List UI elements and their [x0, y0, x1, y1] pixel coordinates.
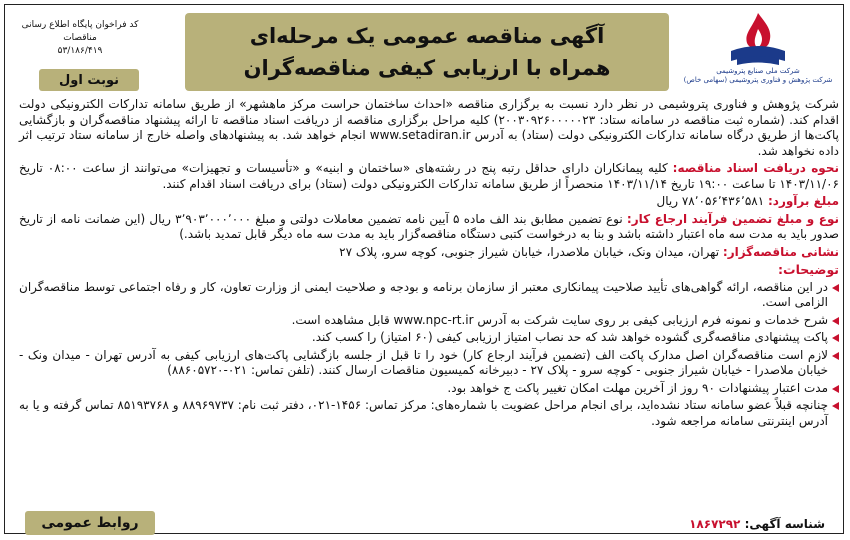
- note-text: شرح خدمات و نمونه فرم ارزیابی کیفی بر روی سایت شرکت به آدرس www.npc-rt.ir قابل مشاهده است.: [291, 312, 828, 327]
- note-item: [19, 330, 839, 346]
- first-round-badge: نوبت اول: [39, 69, 139, 91]
- address-section: [19, 245, 839, 261]
- estimate-label: مبلغ برآورد:: [767, 194, 839, 208]
- portal-code-value: ۵۳/۱۸۶/۴۱۹: [57, 46, 103, 56]
- portal-code-label: کد فراخوان پایگاه اطلاع رسانی مناقصات: [21, 20, 139, 43]
- guarantee-section: [19, 212, 839, 243]
- note-item: [19, 381, 839, 397]
- receive-label: نحوه دریافت اسناد مناقصه:: [672, 161, 839, 175]
- title-box: [185, 13, 669, 91]
- estimate-value: ۷۸٬۰۵۶٬۴۳۶٬۵۸۱ ریال: [656, 194, 765, 208]
- ad-identifier: [689, 517, 825, 531]
- address-label: نشانی مناقصه‌گزار:: [722, 244, 839, 259]
- note-item: [19, 313, 839, 329]
- public-relations-badge: روابط عمومی: [25, 511, 155, 535]
- triangle-bullet-icon: [832, 284, 839, 292]
- title-line-2: همراه با ارزیابی کیفی مناقصه‌گران: [243, 56, 611, 80]
- ad-id-value: ۱۸۶۷۲۹۲: [689, 517, 741, 531]
- triangle-bullet-icon: [832, 317, 839, 325]
- note-item: [19, 280, 839, 311]
- note-item: [19, 348, 839, 379]
- address-text: تهران، میدان ونک، خیابان ملاصدرا، خیابان شیراز جنوبی، کوچه سرو، پلاک ۲۷: [339, 244, 720, 259]
- estimate-section: [19, 194, 839, 210]
- note-text: پاکت پیشنهادی مناقصه‌گری گشوده خواهد شد که حد نصاب امتیاز ارزیابی کیفی (۶۰ امتیاز) را کسب کند.: [311, 330, 828, 344]
- title-line-1: آگهی مناقصه عمومی یک مرحله‌ای: [249, 24, 605, 48]
- triangle-bullet-icon: [832, 385, 839, 393]
- company-logo: [683, 11, 833, 91]
- logo-company-line-2: شرکت پژوهش و فناوری پتروشیمی (سهامی خاص): [683, 76, 833, 84]
- notes-heading: توضیحات:: [778, 262, 839, 277]
- advertisement-body: [19, 97, 839, 431]
- triangle-bullet-icon: [832, 352, 839, 360]
- guarantee-text: نوع تضمین مطابق بند الف ماده ۵ آیین نامه تضمین معاملات دولتی و مبلغ ۳٬۹۰۳٬۰۰۰٬۰۰۰ ریال (این ضمانت نامه از تاریخ صدور باید به مدت سه ماه اعتبار داشته باشد و بنا به درخواست کتبی دستگاه مناقصه‌گزار باید به مدت سه ماه دیگر قابل تمدید باشد.): [19, 211, 839, 241]
- notes-list: [19, 280, 839, 430]
- advertisement-frame: [4, 4, 844, 534]
- petrochemical-flame-logo-icon: [723, 11, 793, 67]
- note-text: مدت اعتبار پیشنهادات ۹۰ روز از آخرین مهلت امکان تغییر پاکت ج خواهد بود.: [447, 380, 828, 395]
- triangle-bullet-icon: [832, 334, 839, 342]
- ad-id-label: شناسه آگهی:: [744, 517, 825, 531]
- guarantee-label: نوع و مبلغ تضمین فرآیند ارجاع کار:: [626, 211, 840, 226]
- receive-section: [19, 161, 839, 192]
- note-item: [19, 398, 839, 429]
- note-text: در این مناقصه، ارائه گواهی‌های تأیید صلاحیت پیمانکاری معتبر از سازمان برنامه و بودجه و صلاحیت ایمنی از وزارت تعاون، کار و رفاه اجتماعی توسط مناقصه‌گران الزامی است.: [19, 279, 828, 309]
- note-text: چنانچه قبلاً عضو سامانه ستاد نشده‌اید، برای انجام مراحل عضویت با شماره‌های: مرکز تماس: ۱۴۵۶-۰۲۱، دفتر ثبت نام: ۸۸۹۶۹۷۳۷ و ۸۵۱۹۳۷۶۸ تماس گرفته و یا به آدرس اینترنتی سامانه مراجعه شود.: [19, 398, 829, 428]
- tender-portal-code: [15, 19, 145, 58]
- triangle-bullet-icon: [832, 402, 839, 410]
- intro-paragraph: شرکت پژوهش و فناوری پتروشیمی در نظر دارد نسبت به برگزاری مناقصه «احداث ساختمان حراست مرکز ماهشهر» از طریق سامانه تدارکات الکترونیکی دولت اقدام کند. (شماره ثبت مناقصه در سامانه ستاد: ۲۰۰۳۰۹۲۶۰۰۰۰۰۲۳) کلیه مراحل برگزاری مناقصه از دریافت اسناد مناقصه تا ارائه پیشنهاد مناقصه‌گران و بازگشایی پاکت‌ها از طریق درگاه سامانه تدارکات الکترونیکی دولت (ستاد) به آدرس www.setadiran.ir انجام خواهد شد. به پیشنهادهای واصله خارج از سامانه ستاد ترتیب اثر داده نخواهد شد.: [19, 97, 840, 158]
- receive-text: کلیه پیمانکاران دارای حداقل رتبه پنج در رشته‌های «ساختمان و ابنیه» و «تأسیسات و تجهیزات» می‌توانند از ساعت ۰۸:۰۰ تاریخ ۱۴۰۳/۱۱/۰۶ تا ساعت ۱۹:۰۰ تاریخ ۱۴۰۳/۱۱/۱۴ منحصراً از طریق سامانه تدارکات الکترونیکی دولت (ستاد) برای دریافت اسناد اقدام کنند.: [19, 161, 839, 191]
- logo-company-line-1: شرکت ملی صنایع پتروشیمی: [716, 67, 800, 75]
- note-text: لازم است مناقصه‌گران اصل مدارک پاکت الف (تضمین فرآیند ارجاع کار) خود را تا قبل از جلسه بازگشایی پاکت‌های ارزیابی کیفی به آدرس تهران - میدان ونک - خیابان ملاصدرا - خیابان شیراز جنوبی - کوچه سرو - پلاک ۲۷ - دبیرخانه کمیسیون مناقصات ارسال کنند. (تلفن تماس: ۰۲۱-۸۸۶۰۵۷۲۰): [19, 347, 828, 377]
